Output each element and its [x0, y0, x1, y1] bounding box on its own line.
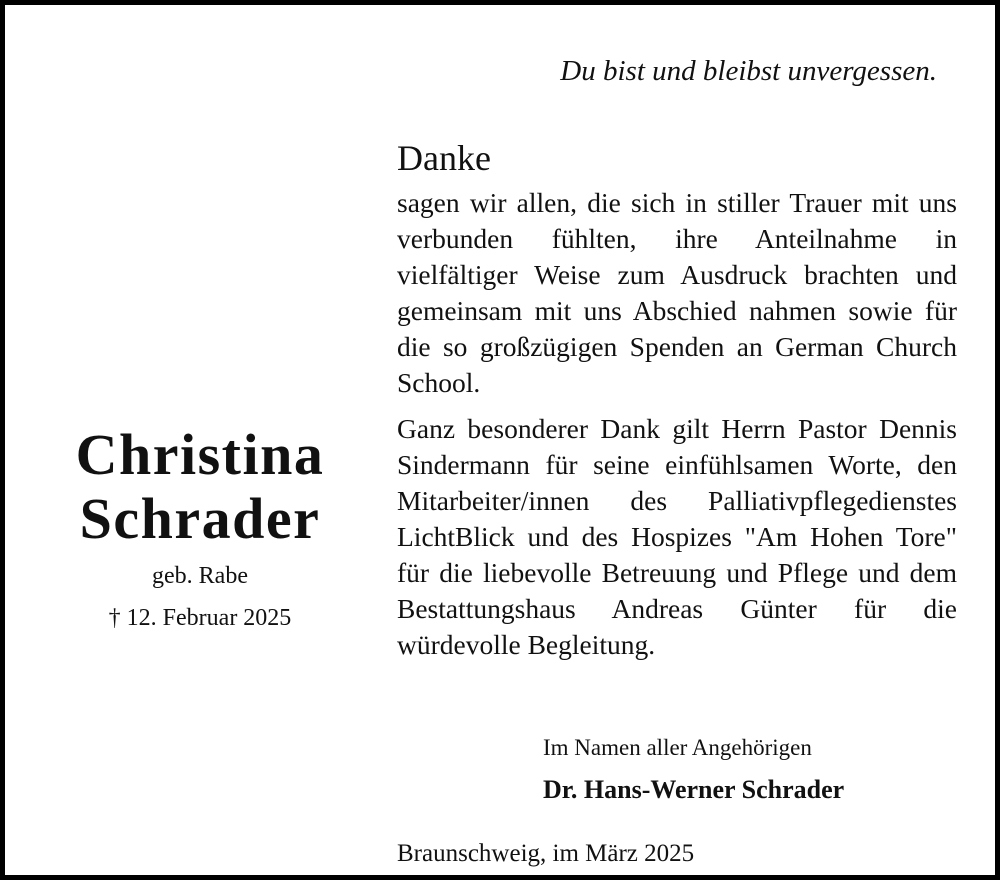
notice-heading: Danke: [397, 138, 491, 178]
death-date: † 12. Februar 2025: [108, 605, 292, 631]
deceased-first-name: Christina: [75, 422, 325, 487]
thanks-notice: [397, 135, 957, 663]
place-date: Braunschweig, im März 2025: [397, 840, 695, 867]
signoff: Im Namen aller Angehörigen: [543, 735, 812, 760]
deceased-last-name: Schrader: [79, 486, 321, 551]
birth-name: geb. Rabe: [152, 563, 248, 589]
notice-paragraph-1: sagen wir allen, die sich in stiller Trauer mit uns verbunden fühlten, ihre Anteilnahme in vielfältiger Weise zum Ausdruck brachten und gemeinsam mit uns Abschied nahmen sowie für die so großzügigen Spenden an German Church School.: [397, 187, 957, 398]
notice-paragraph-2: Ganz besonderer Dank gilt Herrn Pastor Dennis Sindermann für seine einfühlsamen Worte, den Mitarbeiter/innen des Palliativpflegedienstes LichtBlick und des Hospizes "Am Hohen Tore" für die liebevolle Betreuung und Pflege und dem Bestattungshaus Andreas Günter für die würdevolle Begleitung.: [397, 413, 957, 660]
signer-name: Dr. Hans-Werner Schrader: [543, 775, 845, 804]
motto: Du bist und bleibst unvergessen.: [560, 55, 937, 87]
deceased-block: [45, 423, 355, 633]
